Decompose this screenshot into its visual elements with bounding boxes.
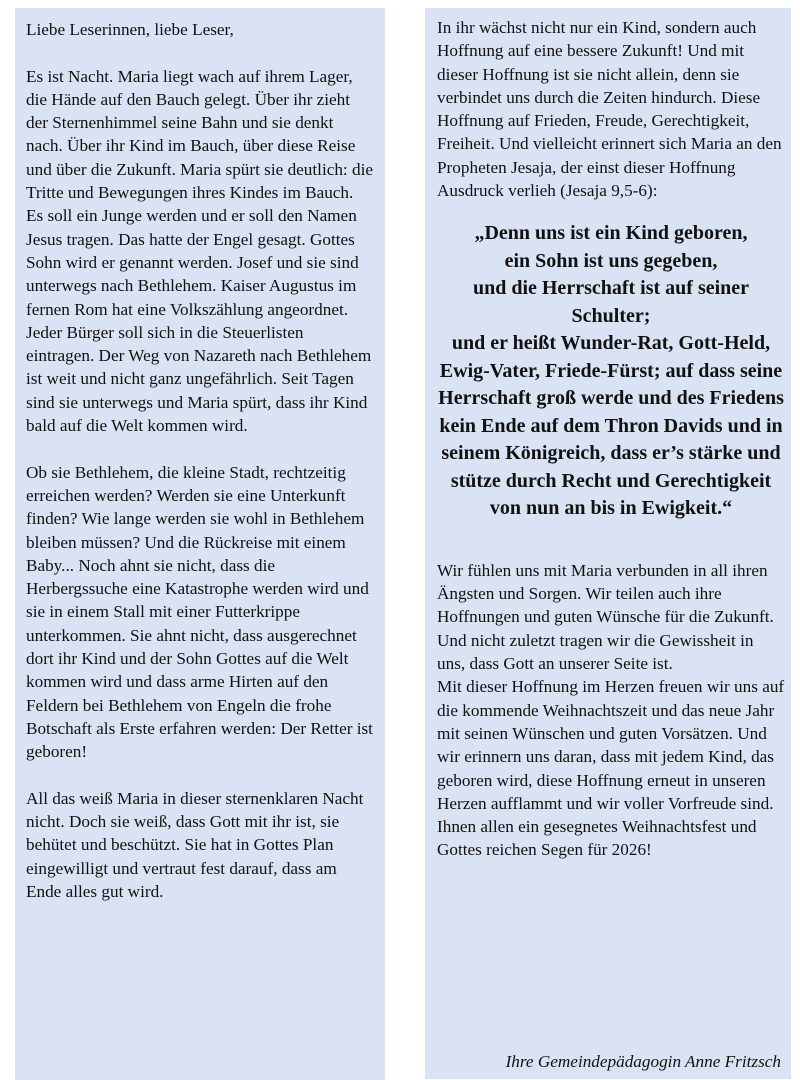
paragraph-shared-hope: Wir fühlen uns mit Maria verbunden in all ihren Ängsten und Sorgen. Wir teilen auch ihre Hoffnungen und guten Wünsche für die Zukunft. Und nicht zuletzt tragen wir die Gewissheit in uns, dass Gott an unserer Seite ist. bbox=[437, 560, 774, 674]
quote-line: und er heißt Wunder-Rat, Gott-Held, Ewig-Vater, Friede-Fürst; auf dass seine Herrschaft groß werde und des Friedens kein Ende auf dem Thron Davids und in seinem Königreich, dass er’s stärke und stütze durch Recht und Gerechtigkeit von nun an bis in Ewigkeit.“ bbox=[438, 332, 784, 520]
closing-section bbox=[437, 559, 785, 862]
signature: Ihre Gemeindepädagogin Anne Fritzsch bbox=[505, 1052, 781, 1071]
quote-line: ein Sohn ist uns gegeben, bbox=[504, 249, 718, 272]
left-text-column bbox=[15, 8, 385, 1080]
paragraph-hope-intro: In ihr wächst nicht nur ein Kind, sondern auch Hoffnung auf eine bessere Zukunft! Und mit dieser Hoffnung ist sie nicht allein, denn sie verbindet uns durch die Zeiten hindurch. Diese Hoffnung auf Frieden, Freude, Gerechtigkeit, Freiheit. Und vielleicht erinnert sich Maria an den Propheten Jesaja, der einst dieser Hoffnung Ausdruck verlieh (Jesaja 9,5-6): bbox=[437, 18, 782, 201]
right-text-column bbox=[425, 8, 791, 1079]
quote-line: und die Herrschaft ist auf seiner Schulter; bbox=[472, 277, 750, 327]
paragraph-christmas-wishes: Mit dieser Hoffnung im Herzen freuen wir uns auf die kommende Weihnachtszeit und das neue Jahr mit seinen Wünschen und guten Vorsätzen. Und wir erinnern uns daran, dass mit jedem Kind, das geboren wird, diese Hoffnung erneut in unseren Herzen aufflammt und wir voller Vorfreude sind. bbox=[437, 677, 785, 813]
salutation: Liebe Leserinnen, liebe Leser, bbox=[26, 20, 234, 39]
isaiah-quote bbox=[437, 220, 785, 523]
paragraph-night-journey: Es ist Nacht. Maria liegt wach auf ihrem Lager, die Hände auf den Bauch gelegt. Über ihr zieht der Sternenhimmel seine Bahn und sie denkt nach. Über ihr Kind im Bauch, über diese Reise und über die Zukunft. Maria spürt sie deutlich: die Tritte und Bewegungen ihres Kindes im Bauch. Es soll ein Junge werden und er soll den Namen Jesus tragen. Das hatte der Engel gesagt. Gottes Sohn wird er genannt werden. Josef und sie sind unterwegs nach Bethlehem. Kaiser Augustus im fernen Rom hat eine Volkszählung angeordnet. Jeder Bürger soll sich in die Steuerlisten eintragen. Der Weg von Nazareth nach Bethlehem ist weit und nicht ganz ungefährlich. Seit Tagen sind sie unterwegs und Maria spürt, dass ihr Kind bald auf die Welt kommen wird. bbox=[26, 66, 374, 436]
paragraph-bethlehem-questions: Ob sie Bethlehem, die kleine Stadt, rechtzeitig erreichen werden? Werden sie eine Unterkunft finden? Wie lange werden sie wohl in Bethlehem bleiben müssen? Und die Rückreise mit einem Baby... Noch ahnt sie nicht, dass die Herbergssuche eine Katastrophe werden wird und sie in einem Stall mit einer Futterkrippe unterkommen. Sie ahnt nicht, dass ausgerechnet dort ihr Kind und der Sohn Gottes auf die Welt kommen wird und dass arme Hirten auf den Feldern bei Bethlehem von Engeln die frohe Botschaft als Erste erfahren werden: Der Retter ist geboren! bbox=[26, 462, 373, 762]
paragraph-trust-in-god: All das weiß Maria in dieser sternenklaren Nacht nicht. Doch sie weiß, dass Gott mit ihr ist, sie behütet und beschützt. Sie hat in Gottes Plan eingewilligt und vertraut fest darauf, dass am Ende alles gut wird. bbox=[26, 788, 364, 901]
paragraph-blessing: Ihnen allen ein gesegnetes Weihnachtsfest und Gottes reichen Segen für 2026! bbox=[437, 817, 757, 860]
quote-line: „Denn uns ist ein Kind geboren, bbox=[474, 222, 748, 245]
